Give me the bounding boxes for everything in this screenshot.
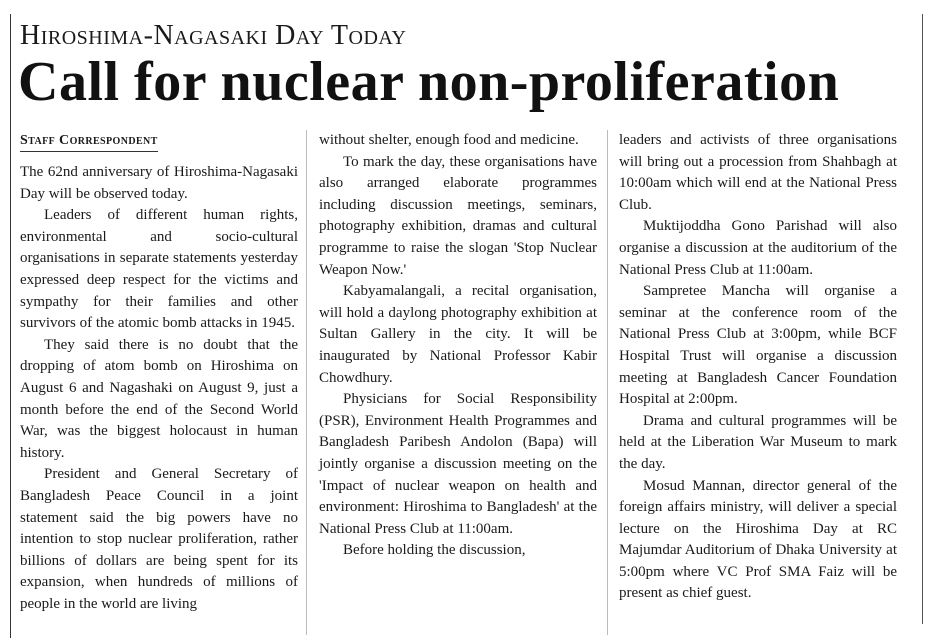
paragraph: They said there is no doubt that the dropping of atom bomb on Hiroshima on August 6 and Nagashaki on August 9, just a month before the end of the Second World War, was the biggest holocaust in human history.: [20, 336, 298, 461]
paragraph: President and General Secretary of Bangladesh Peace Council in a joint statement said the big powers have no intention to stop nuclear proliferation, rather billions of dollars are being spent for its expansion, when hundreds of millions of people in the world are living: [20, 466, 298, 612]
paragraph: To mark the day, these organisations have also arranged elaborate programmes including discussion meetings, seminars, photography exhibition, dramas and cultural programme to raise the slogan 'Stop Nuclear Weapon Now.': [319, 153, 597, 278]
byline: Staff Correspondent: [20, 132, 158, 152]
paragraph: without shelter, enough food and medicine.: [319, 132, 579, 148]
paragraph: leaders and activists of three organisations will bring out a procession from Shahbagh at 10:00am which will end at the National Press Club.: [619, 132, 897, 213]
paragraph: Before holding the discussion,: [343, 542, 526, 559]
column-rule: [607, 130, 608, 635]
paragraph: The 62nd anniversary of Hiroshima-Nagasaki Day will be observed today.: [20, 164, 298, 202]
kicker-headline: Hiroshima-Nagasaki Day Today: [20, 20, 407, 51]
paragraph: Kabyamalangali, a recital organisation, will hold a daylong photography exhibition at Sultan Gallery in the city. It will be inaugurated by National Professor Kabir Chowdhury.: [319, 283, 597, 386]
paragraph: Drama and cultural programmes will be held at the Liberation War Museum to mark the day.: [619, 412, 897, 472]
article-column-1: [20, 130, 298, 615]
paragraph: Sampretee Mancha will organise a seminar at the conference room of the National Press Club at 3:00pm, while BCF Hospital Trust will organise a discussion meeting at Bangladesh Cancer Foundation Hospital at 2:00pm.: [619, 283, 897, 408]
left-border: [10, 14, 11, 638]
main-headline: Call for nuclear non-proliferation: [18, 51, 840, 113]
paragraph: Mosud Mannan, director general of the foreign affairs ministry, will deliver a special lecture on the Hiroshima Day at RC Majumdar Auditorium of Dhaka University at 5:00pm where VC Prof SMA Faiz will be present as chief guest.: [619, 477, 897, 602]
paragraph: Physicians for Social Responsibility (PSR), Environment Health Programmes and Bangladesh Paribesh Andolon (Bapa) will jointly organise a discussion meeting on the 'Impact of nuclear weapon on health and environment: Hiroshima to Bangladesh' at the National Press Club at 11:00am.: [319, 391, 597, 537]
paragraph: Leaders of different human rights, environmental and socio-cultural organisations in separate statements yesterday expressed deep respect for the victims and sympathy for their families and other survivors of the atomic bomb attacks in 1945.: [20, 207, 298, 332]
right-border: [922, 14, 923, 624]
column-rule: [306, 130, 307, 635]
paragraph: Muktijoddha Gono Parishad will also organise a discussion at the auditorium of the National Press Club at 11:00am.: [619, 218, 897, 278]
article-column-2: [319, 130, 597, 562]
article-column-3: [619, 130, 897, 605]
